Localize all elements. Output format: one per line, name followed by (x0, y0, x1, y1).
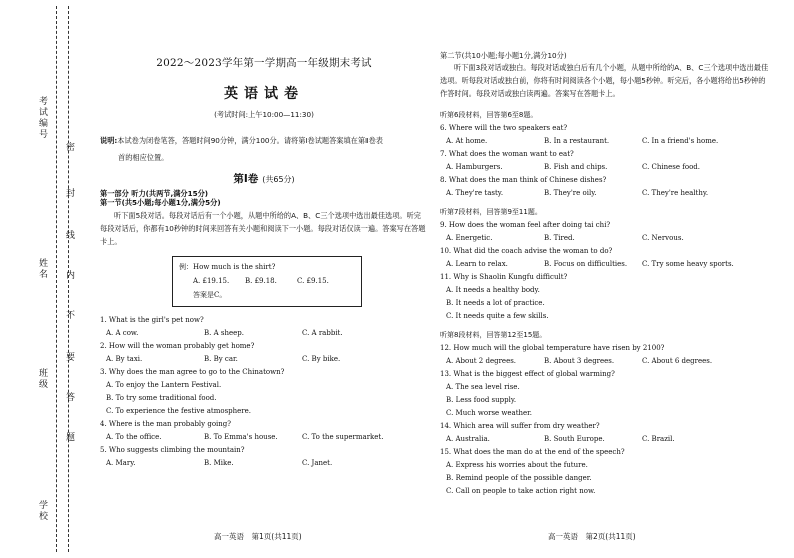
example-option: A. £19.15. (193, 276, 230, 285)
option: C. Janet. (302, 458, 333, 467)
question: 12. How much will the global temperature have risen by 2100? (440, 344, 665, 353)
question: 5. Who suggests climbing the mountain? (100, 445, 245, 454)
question: 3. Why does the man agree to go to the Chinatown? (100, 367, 285, 376)
example-answer: 答案是C。 (193, 290, 227, 299)
question: 14. Which area will suffer from dry weather? (440, 422, 600, 431)
seal-line-outer (56, 6, 57, 552)
question: 8. What does the man think of Chinese dishes? (440, 176, 607, 185)
example-box (172, 256, 362, 307)
part-heading: 第一部分 听力(共两节,满分15分) (100, 189, 209, 199)
seal-mark: 密 (66, 143, 76, 153)
question: 2. How will the woman probably get home? (100, 341, 255, 350)
option: C. To the supermarket. (302, 432, 384, 441)
label-exam-number: 考试编号 (37, 96, 47, 140)
question: 1. What is the girl's pet now? (100, 315, 204, 324)
option: C. Call on people to take action right now. (446, 487, 596, 496)
option: C. Chinese food. (642, 163, 700, 172)
seal-mark: 线 (66, 231, 76, 241)
seal-mark: 封 (66, 189, 76, 199)
seal-mark: 题 (66, 433, 76, 443)
instructions-lead: 说明: (100, 135, 118, 145)
section-heading: 第一节(共5小题;每小题1分,满分5分) (100, 198, 221, 208)
option: A. About 2 degrees. (446, 357, 517, 366)
option: A. It needs a healthy body. (446, 286, 540, 295)
section-instructions: 听下面5段对话。每段对话后有一个小题，从题中所给的A、B、C三个选项中选出最佳选项。听完每段对话后，你都有10秒钟的时间来回答有关小题和阅读下一小题。每段对话仅读一遍。答案写在答题卡上。 (100, 210, 426, 246)
volume-title: 第Ⅰ卷 (233, 172, 259, 185)
option: A. At home. (446, 137, 488, 146)
label-class: 班级 (37, 368, 47, 390)
question: 15. What does the man do at the end of the speech? (440, 448, 625, 457)
option: C. In a friend's home. (642, 137, 719, 146)
question: 13. What is the biggest effect of global warming? (440, 370, 615, 379)
option: C. They're healthy. (642, 189, 709, 198)
option: B. They're oily. (544, 189, 597, 198)
question: 6. Where will the two speakers eat? (440, 124, 568, 133)
option: B. Mike. (204, 458, 234, 467)
option: C. About 6 degrees. (642, 357, 713, 366)
option: C. It needs quite a few skills. (446, 312, 549, 321)
page-footer-left: 高一英语 第1页(共11页) (214, 532, 302, 541)
instructions-line: 首的相应位置。 (118, 152, 169, 162)
option: C. By bike. (302, 354, 341, 363)
exam-subject: 英语试卷 (224, 85, 304, 102)
option: C. Much worse weather. (446, 409, 532, 418)
seal-mark: 不 (66, 311, 76, 321)
instructions (100, 132, 428, 166)
option: A. A cow. (106, 328, 139, 337)
option: B. To Emma's house. (204, 432, 278, 441)
right-column (440, 50, 772, 495)
option: B. By car. (204, 354, 238, 363)
example-option: C. £9.15. (297, 276, 329, 285)
page-footer-right: 高一英语 第2页(共11页) (548, 532, 636, 541)
option: A. To enjoy the Lantern Festival. (106, 380, 222, 389)
option: B. Tired. (544, 234, 575, 243)
option: C. A rabbit. (302, 328, 343, 337)
label-name: 姓名 (37, 258, 47, 280)
option: A. Australia. (446, 435, 490, 444)
group-heading: 听第8段材料，回答第12至15题。 (440, 331, 547, 340)
section-heading: 第二节(共10小题;每小题1分,满分10分) (440, 51, 567, 60)
option: A. They're tasty. (446, 189, 504, 198)
option: C. Nervous. (642, 234, 684, 243)
question: 11. Why is Shaolin Kungfu difficult? (440, 273, 568, 282)
option: A. Mary. (106, 458, 136, 467)
binding-margin (0, 0, 80, 558)
seal-mark: 答 (66, 393, 76, 403)
option: A. Hamburgers. (446, 163, 503, 172)
exam-title: 2022～2023学年第一学期高一年级期末考试 (156, 57, 372, 69)
instructions-line: 本试卷为闭卷笔答，答题时间90分钟，满分100分。请将第Ⅰ卷试题答案填在第Ⅱ卷表 (117, 135, 383, 145)
question: 10. What did the coach advise the woman to do? (440, 247, 613, 256)
volume-heading (100, 174, 428, 185)
section-instructions: 听下面3段对话或独白。每段对话或独白后有几个小题，从题中所给的A、B、C三个选项中选出最佳选项。听每段对话或独白前，你将有时间阅读各个小题，每小题5秒钟。听完后，各小题将给出5秒钟的作答时间。每段对话或独白读两遍。答案写在答题卡上。 (440, 63, 769, 99)
option: A. Energetic. (446, 234, 493, 243)
option: A. By taxi. (106, 354, 143, 363)
option: C. Brazil. (642, 435, 675, 444)
label-school: 学校 (37, 500, 47, 522)
seal-mark: 要 (66, 353, 76, 363)
option: B. Remind people of the possible danger. (446, 474, 592, 483)
group-heading: 听第7段材料，回答第9至11题。 (440, 208, 542, 217)
question: 7. What does the woman want to eat? (440, 150, 574, 159)
question: 4. Where is the man probably going? (100, 419, 232, 428)
option: B. About 3 degrees. (544, 357, 615, 366)
question: 9. How does the woman feel after doing tai chi? (440, 221, 611, 230)
option: A. Express his worries about the future. (446, 461, 588, 470)
option: B. A sheep. (204, 328, 244, 337)
option: B. In a restaurant. (544, 137, 610, 146)
option: A. To the office. (106, 432, 162, 441)
option: B. Focus on difficulties. (544, 260, 628, 269)
left-column (100, 58, 428, 467)
exam-time: (考试时间:上午10:00—11:30) (214, 109, 314, 119)
seal-mark: 内 (66, 271, 76, 281)
option: C. To experience the festive atmosphere. (106, 406, 252, 415)
option: B. Fish and chips. (544, 163, 608, 172)
option: B. To try some traditional food. (106, 393, 217, 402)
group-heading: 听第6段材料，回答第6至8题。 (440, 111, 538, 120)
example-question: 例：How much is the shirt? (179, 262, 276, 271)
example-option: B. £9.18. (245, 276, 277, 285)
option: A. Learn to relax. (446, 260, 508, 269)
option: B. Less food supply. (446, 396, 517, 405)
option: C. Try some heavy sports. (642, 260, 734, 269)
option: B. South Europe. (544, 435, 605, 444)
volume-score: (共65分) (262, 174, 295, 184)
option: B. It needs a lot of practice. (446, 299, 545, 308)
option: A. The sea level rise. (446, 383, 520, 392)
